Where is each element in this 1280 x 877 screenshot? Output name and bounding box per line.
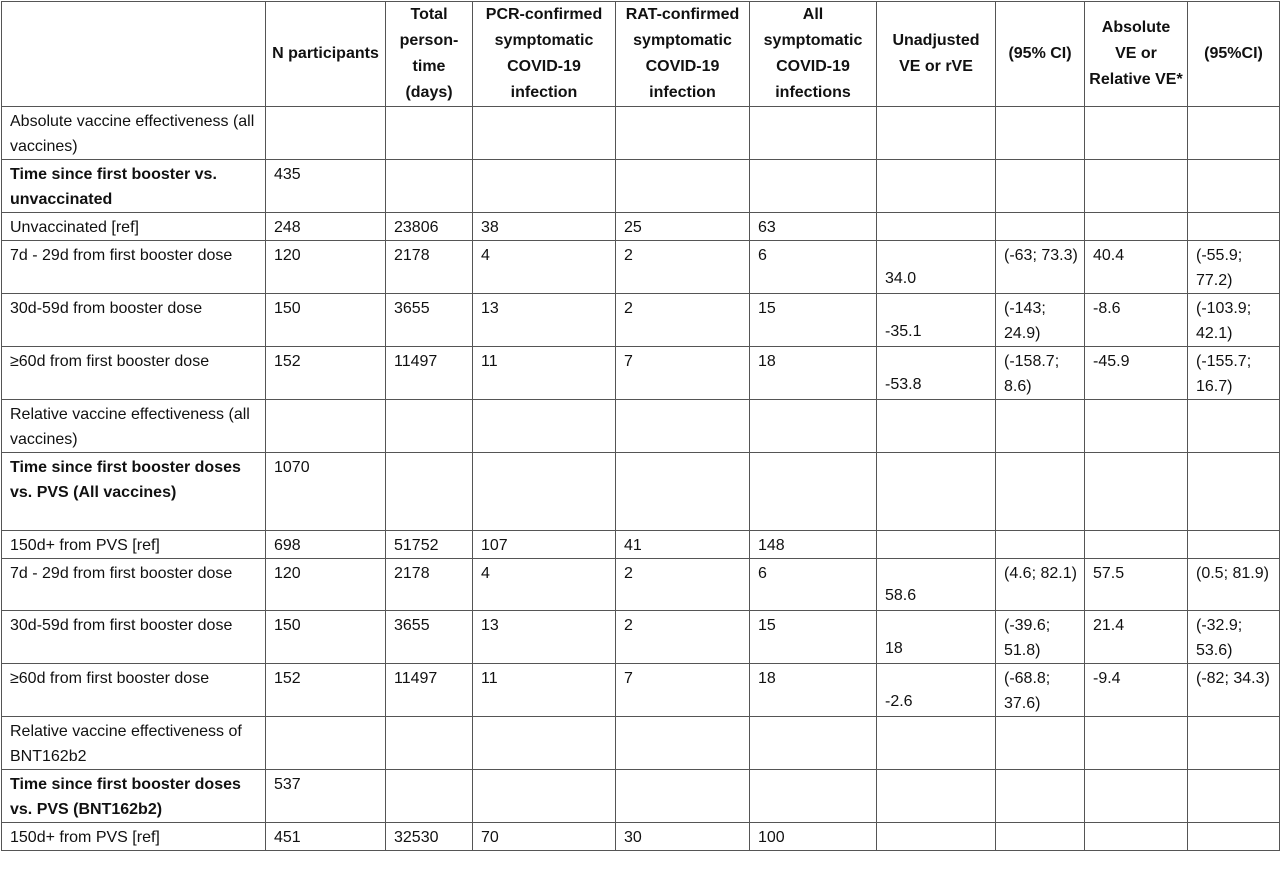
cell-unadjusted-ve bbox=[877, 107, 996, 160]
table-row bbox=[2, 453, 1280, 531]
cell-label: 30d-59d from booster dose bbox=[2, 294, 266, 347]
cell-ci-adjusted bbox=[1188, 400, 1280, 453]
cell-person-time bbox=[386, 717, 473, 770]
cell-ci-adjusted: (-103.9; 42.1) bbox=[1188, 294, 1280, 347]
cell-rat bbox=[616, 770, 750, 823]
cell-adjusted-ve bbox=[1085, 160, 1188, 213]
cell-ci bbox=[996, 531, 1085, 559]
cell-person-time: 11497 bbox=[386, 664, 473, 717]
cell-adjusted-ve: -8.6 bbox=[1085, 294, 1188, 347]
cell-person-time bbox=[386, 160, 473, 213]
cell-label: Unvaccinated [ref] bbox=[2, 213, 266, 241]
cell-adjusted-ve: -45.9 bbox=[1085, 347, 1188, 400]
cell-pcr: 13 bbox=[473, 294, 616, 347]
cell-label: Relative vaccine effectiveness of BNT162b2 bbox=[2, 717, 266, 770]
cell-adjusted-ve bbox=[1085, 213, 1188, 241]
cell-all-infections bbox=[750, 770, 877, 823]
cell-adjusted-ve bbox=[1085, 453, 1188, 531]
table-body bbox=[2, 107, 1280, 851]
cell-pcr: 70 bbox=[473, 823, 616, 851]
cell-ci-adjusted bbox=[1188, 823, 1280, 851]
cell-adjusted-ve bbox=[1085, 400, 1188, 453]
cell-ci: (-39.6; 51.8) bbox=[996, 611, 1085, 664]
cell-label: 150d+ from PVS [ref] bbox=[2, 531, 266, 559]
cell-unadjusted-ve bbox=[877, 717, 996, 770]
cell-ci-adjusted: (-82; 34.3) bbox=[1188, 664, 1280, 717]
cell-person-time: 32530 bbox=[386, 823, 473, 851]
cell-ci-adjusted: (0.5; 81.9) bbox=[1188, 559, 1280, 611]
table-row bbox=[2, 531, 1280, 559]
cell-n-participants: 451 bbox=[266, 823, 386, 851]
cell-ci: (-158.7; 8.6) bbox=[996, 347, 1085, 400]
cell-label: 150d+ from PVS [ref] bbox=[2, 823, 266, 851]
cell-pcr: 38 bbox=[473, 213, 616, 241]
cell-n-participants: 152 bbox=[266, 347, 386, 400]
results-table bbox=[1, 1, 1280, 851]
cell-unadjusted-ve bbox=[877, 160, 996, 213]
cell-label: 7d - 29d from first booster dose bbox=[2, 559, 266, 611]
cell-pcr: 11 bbox=[473, 347, 616, 400]
cell-rat: 7 bbox=[616, 664, 750, 717]
cell-n-participants: 120 bbox=[266, 241, 386, 294]
table-header bbox=[2, 2, 1280, 107]
cell-ci: (-143; 24.9) bbox=[996, 294, 1085, 347]
cell-ci-adjusted bbox=[1188, 160, 1280, 213]
cell-rat: 2 bbox=[616, 241, 750, 294]
cell-unadjusted-ve: 58.6 bbox=[877, 559, 996, 611]
cell-adjusted-ve: -9.4 bbox=[1085, 664, 1188, 717]
col-all-infections-header: All symptomatic COVID-19 infections bbox=[750, 2, 877, 107]
col-label-header bbox=[2, 2, 266, 107]
cell-n-participants bbox=[266, 107, 386, 160]
cell-ci bbox=[996, 400, 1085, 453]
col-adjusted-ve-header: Absolute VE or Relative VE* bbox=[1085, 2, 1188, 107]
cell-ci bbox=[996, 160, 1085, 213]
cell-pcr: 11 bbox=[473, 664, 616, 717]
col-pcr-header: PCR-confirmed symptomatic COVID-19 infection bbox=[473, 2, 616, 107]
cell-unadjusted-ve: 34.0 bbox=[877, 241, 996, 294]
cell-ci: (-68.8; 37.6) bbox=[996, 664, 1085, 717]
cell-person-time: 51752 bbox=[386, 531, 473, 559]
cell-unadjusted-ve: 18 bbox=[877, 611, 996, 664]
cell-n-participants: 1070 bbox=[266, 453, 386, 531]
cell-pcr: 4 bbox=[473, 241, 616, 294]
cell-person-time: 3655 bbox=[386, 611, 473, 664]
cell-label: Time since first booster vs. unvaccinated bbox=[2, 160, 266, 213]
table-row bbox=[2, 294, 1280, 347]
cell-rat: 25 bbox=[616, 213, 750, 241]
cell-person-time: 23806 bbox=[386, 213, 473, 241]
cell-person-time: 2178 bbox=[386, 241, 473, 294]
col-unadjusted-ve-header: Unadjusted VE or rVE bbox=[877, 2, 996, 107]
cell-n-participants: 435 bbox=[266, 160, 386, 213]
cell-ci-adjusted bbox=[1188, 717, 1280, 770]
cell-rat bbox=[616, 160, 750, 213]
cell-n-participants: 248 bbox=[266, 213, 386, 241]
cell-person-time bbox=[386, 453, 473, 531]
cell-unadjusted-ve bbox=[877, 400, 996, 453]
table-row bbox=[2, 160, 1280, 213]
cell-pcr: 4 bbox=[473, 559, 616, 611]
cell-adjusted-ve: 57.5 bbox=[1085, 559, 1188, 611]
cell-person-time: 3655 bbox=[386, 294, 473, 347]
cell-unadjusted-ve bbox=[877, 531, 996, 559]
cell-pcr bbox=[473, 770, 616, 823]
cell-pcr bbox=[473, 107, 616, 160]
cell-adjusted-ve bbox=[1085, 107, 1188, 160]
cell-ci-adjusted: (-55.9; 77.2) bbox=[1188, 241, 1280, 294]
table-row bbox=[2, 664, 1280, 717]
cell-all-infections: 15 bbox=[750, 611, 877, 664]
cell-label: Time since first booster doses vs. PVS (BNT162b2) bbox=[2, 770, 266, 823]
cell-ci bbox=[996, 453, 1085, 531]
cell-adjusted-ve bbox=[1085, 823, 1188, 851]
cell-unadjusted-ve bbox=[877, 213, 996, 241]
cell-n-participants bbox=[266, 400, 386, 453]
cell-label: ≥60d from first booster dose bbox=[2, 347, 266, 400]
cell-ci-adjusted bbox=[1188, 770, 1280, 823]
table-row bbox=[2, 107, 1280, 160]
cell-all-infections: 6 bbox=[750, 241, 877, 294]
cell-all-infections: 100 bbox=[750, 823, 877, 851]
col-ci-adjusted-header: (95%CI) bbox=[1188, 2, 1280, 107]
cell-unadjusted-ve: -2.6 bbox=[877, 664, 996, 717]
cell-label: 7d - 29d from first booster dose bbox=[2, 241, 266, 294]
cell-rat bbox=[616, 717, 750, 770]
cell-ci-adjusted bbox=[1188, 213, 1280, 241]
cell-n-participants bbox=[266, 717, 386, 770]
cell-all-infections bbox=[750, 107, 877, 160]
cell-ci-adjusted bbox=[1188, 453, 1280, 531]
cell-unadjusted-ve bbox=[877, 453, 996, 531]
cell-ci-adjusted bbox=[1188, 107, 1280, 160]
cell-unadjusted-ve bbox=[877, 770, 996, 823]
cell-rat: 2 bbox=[616, 294, 750, 347]
cell-all-infections: 63 bbox=[750, 213, 877, 241]
table-row bbox=[2, 717, 1280, 770]
cell-label: Relative vaccine effectiveness (all vaccines) bbox=[2, 400, 266, 453]
cell-unadjusted-ve: -35.1 bbox=[877, 294, 996, 347]
table-row bbox=[2, 347, 1280, 400]
cell-rat: 2 bbox=[616, 611, 750, 664]
cell-person-time: 2178 bbox=[386, 559, 473, 611]
cell-ci: (-63; 73.3) bbox=[996, 241, 1085, 294]
table-row bbox=[2, 770, 1280, 823]
table-row bbox=[2, 400, 1280, 453]
cell-ci bbox=[996, 213, 1085, 241]
cell-ci-adjusted: (-155.7; 16.7) bbox=[1188, 347, 1280, 400]
cell-unadjusted-ve bbox=[877, 823, 996, 851]
cell-all-infections: 15 bbox=[750, 294, 877, 347]
cell-n-participants: 152 bbox=[266, 664, 386, 717]
cell-all-infections bbox=[750, 717, 877, 770]
cell-pcr bbox=[473, 160, 616, 213]
cell-adjusted-ve bbox=[1085, 717, 1188, 770]
cell-n-participants: 120 bbox=[266, 559, 386, 611]
cell-ci-adjusted: (-32.9; 53.6) bbox=[1188, 611, 1280, 664]
cell-pcr bbox=[473, 400, 616, 453]
cell-adjusted-ve bbox=[1085, 531, 1188, 559]
table-row bbox=[2, 241, 1280, 294]
cell-person-time bbox=[386, 400, 473, 453]
cell-adjusted-ve: 40.4 bbox=[1085, 241, 1188, 294]
cell-all-infections bbox=[750, 400, 877, 453]
cell-all-infections: 148 bbox=[750, 531, 877, 559]
cell-pcr bbox=[473, 717, 616, 770]
cell-rat bbox=[616, 453, 750, 531]
table-row bbox=[2, 823, 1280, 851]
table-row bbox=[2, 611, 1280, 664]
cell-ci bbox=[996, 717, 1085, 770]
cell-pcr bbox=[473, 453, 616, 531]
cell-person-time bbox=[386, 770, 473, 823]
col-person-time-header: Total person-time (days) bbox=[386, 2, 473, 107]
cell-all-infections: 18 bbox=[750, 347, 877, 400]
table-row bbox=[2, 213, 1280, 241]
cell-rat: 7 bbox=[616, 347, 750, 400]
cell-rat bbox=[616, 400, 750, 453]
cell-n-participants: 698 bbox=[266, 531, 386, 559]
cell-adjusted-ve bbox=[1085, 770, 1188, 823]
cell-n-participants: 150 bbox=[266, 611, 386, 664]
cell-pcr: 13 bbox=[473, 611, 616, 664]
cell-rat: 41 bbox=[616, 531, 750, 559]
col-ci-header: (95% CI) bbox=[996, 2, 1085, 107]
cell-label: ≥60d from first booster dose bbox=[2, 664, 266, 717]
cell-rat: 30 bbox=[616, 823, 750, 851]
cell-rat: 2 bbox=[616, 559, 750, 611]
cell-label: 30d-59d from first booster dose bbox=[2, 611, 266, 664]
cell-pcr: 107 bbox=[473, 531, 616, 559]
col-rat-header: RAT-confirmed symptomatic COVID-19 infection bbox=[616, 2, 750, 107]
cell-all-infections bbox=[750, 160, 877, 213]
cell-rat bbox=[616, 107, 750, 160]
cell-all-infections: 6 bbox=[750, 559, 877, 611]
cell-adjusted-ve: 21.4 bbox=[1085, 611, 1188, 664]
cell-ci bbox=[996, 770, 1085, 823]
cell-all-infections bbox=[750, 453, 877, 531]
table-row bbox=[2, 559, 1280, 611]
cell-person-time: 11497 bbox=[386, 347, 473, 400]
cell-n-participants: 537 bbox=[266, 770, 386, 823]
cell-ci bbox=[996, 107, 1085, 160]
cell-label: Absolute vaccine effectiveness (all vaccines) bbox=[2, 107, 266, 160]
cell-unadjusted-ve: -53.8 bbox=[877, 347, 996, 400]
cell-ci: (4.6; 82.1) bbox=[996, 559, 1085, 611]
cell-all-infections: 18 bbox=[750, 664, 877, 717]
col-n-participants-header: N participants bbox=[266, 2, 386, 107]
cell-ci bbox=[996, 823, 1085, 851]
cell-ci-adjusted bbox=[1188, 531, 1280, 559]
cell-label: Time since first booster doses vs. PVS (All vaccines) bbox=[2, 453, 266, 531]
cell-person-time bbox=[386, 107, 473, 160]
cell-n-participants: 150 bbox=[266, 294, 386, 347]
